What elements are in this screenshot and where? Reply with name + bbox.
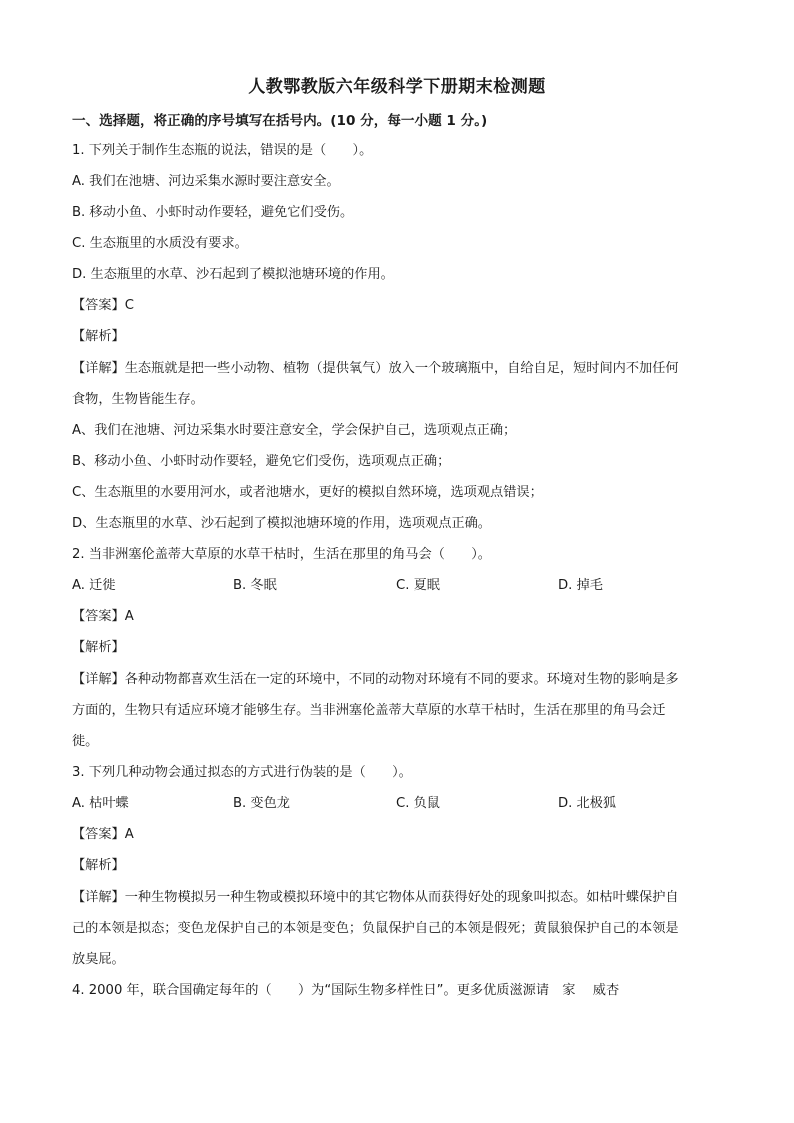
question-1-detail-line-2: 食物，生物皆能生存。: [72, 392, 204, 407]
question-2-option-a: A. 迁徙: [72, 578, 116, 593]
question-2-option-d: D. 掉毛: [558, 578, 603, 593]
question-2-answer: 【答案】A: [72, 609, 134, 624]
question-3-option-b: B. 变色龙: [233, 796, 290, 811]
question-4-stem: 4. 2000 年，联合国确定每年的（ ）为“国际生物多样性日”。更多优质滋源请 家 威杏: [72, 983, 620, 998]
question-1-option-a: A. 我们在池塘、河边采集水源时要注意安全。: [72, 174, 340, 189]
question-1-detail-b: B、移动小鱼、小虾时动作要轻，避免它们受伤，选项观点正确；: [72, 454, 451, 469]
question-3-answer: 【答案】A: [72, 827, 134, 842]
question-2-detail-line-3: 徙。: [72, 734, 99, 749]
section-heading: 一、选择题，将正确的序号填写在括号内。(10 分，每一小题 1 分。): [72, 113, 488, 129]
question-1-detail-c: C、生态瓶里的水要用河水，或者池塘水，更好的模拟自然环境，选项观点错误；: [72, 485, 543, 500]
question-2-detail-line-1: 【详解】各种动物都喜欢生活在一定的环境中，不同的动物对环境有不同的要求。环境对生物的影响是多: [72, 672, 679, 687]
question-1-option-c: C. 生态瓶里的水质没有要求。: [72, 236, 248, 251]
question-3-detail-line-2: 己的本领是拟态；变色龙保护自己的本领是变色；负鼠保护自己的本领是假死；黄鼠狼保护自己的本领是: [72, 921, 679, 936]
question-3-option-c: C. 负鼠: [396, 796, 440, 811]
question-3-analysis-label: 【解析】: [72, 858, 125, 873]
question-3-detail-line-3: 放臭屁。: [72, 952, 125, 967]
question-1-detail-line-1: 【详解】生态瓶就是把一些小动物、植物（提供氧气）放入一个玻璃瓶中，自给自足，短时间内不加任何: [72, 361, 679, 376]
question-2-stem: 2. 当非洲塞伦盖蒂大草原的水草干枯时，生活在那里的角马会（ ）。: [72, 547, 491, 562]
question-1-stem: 1. 下列关于制作生态瓶的说法，错误的是（ ）。: [72, 143, 373, 158]
question-1-option-b: B. 移动小鱼、小虾时动作要轻，避免它们受伤。: [72, 205, 354, 220]
question-2-detail-line-2: 方面的，生物只有适应环境才能够生存。当非洲塞伦盖蒂大草原的水草干枯时，生活在那里的角马会迁: [72, 703, 666, 718]
question-1-detail-a: A、我们在池塘、河边采集水时要注意安全，学会保护自己，选项观点正确；: [72, 423, 517, 438]
question-2-option-c: C. 夏眠: [396, 578, 440, 593]
question-3-stem: 3. 下列几种动物会通过拟态的方式进行伪装的是（ ）。: [72, 765, 412, 780]
question-1-detail-d: D、生态瓶里的水草、沙石起到了模拟池塘环境的作用，选项观点正确。: [72, 516, 491, 531]
page-title: 人教鄂教版六年级科学下册期末检测题: [248, 77, 546, 97]
question-3-option-a: A. 枯叶蝶: [72, 796, 129, 811]
question-3-option-d: D. 北极狐: [558, 796, 617, 811]
question-2-analysis-label: 【解析】: [72, 640, 125, 655]
question-1-answer: 【答案】C: [72, 298, 134, 313]
question-1-analysis-label: 【解析】: [72, 329, 125, 344]
question-1-option-d: D. 生态瓶里的水草、沙石起到了模拟池塘环境的作用。: [72, 267, 394, 282]
question-2-option-b: B. 冬眠: [233, 578, 277, 593]
question-3-detail-line-1: 【详解】一种生物模拟另一种生物或模拟环境中的其它物体从而获得好处的现象叫拟态。如枯叶蝶保护自: [72, 890, 679, 905]
